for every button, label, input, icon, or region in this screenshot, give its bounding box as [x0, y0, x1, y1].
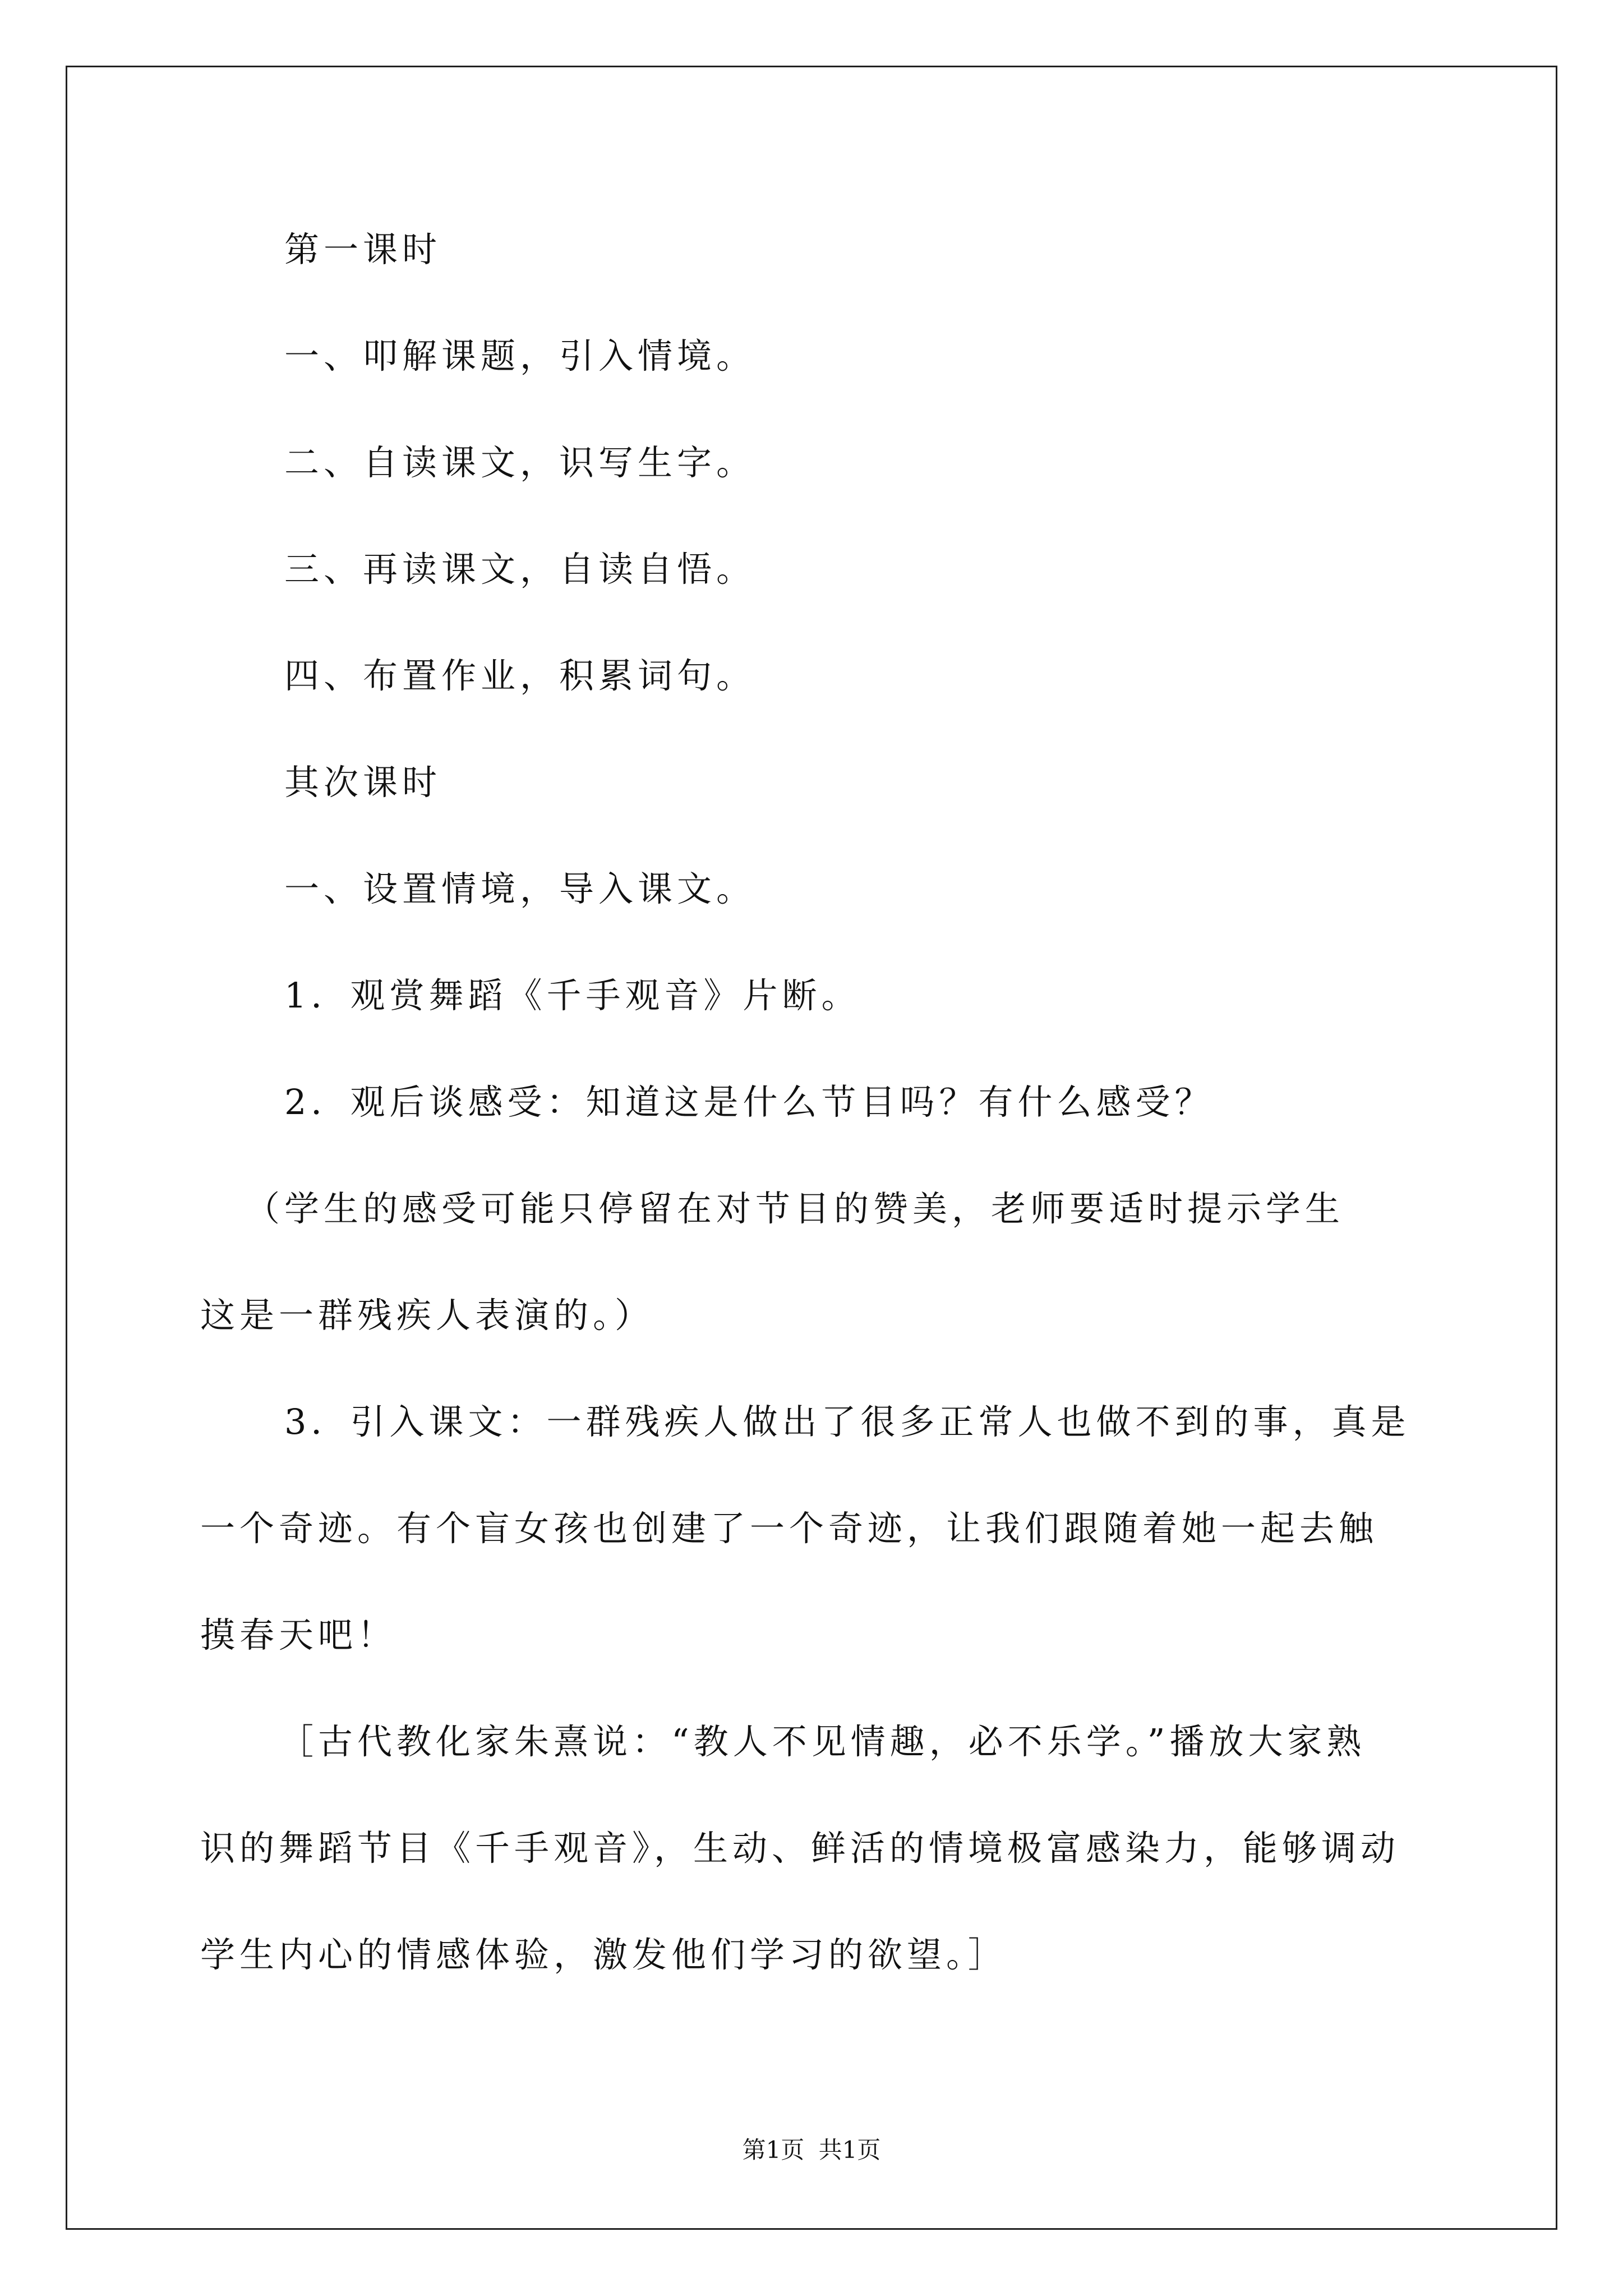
paragraph: ［古代教化家朱熹说：“教人不见情趣，必不乐学。”播放大家熟	[279, 1721, 1366, 1762]
paragraph: 一、设置情境，导入课文。	[284, 868, 756, 909]
page-footer	[0, 2134, 1623, 2166]
paragraph: 2．观后谈感受：知道这是什么节目吗？有什么感受？	[284, 1082, 1214, 1122]
heading-lesson-2: 其次课时	[284, 762, 442, 803]
paragraph: 二、自读课文，识写生字。	[284, 442, 756, 483]
paragraph: 3．引入课文：一群残疾人做出了很多正常人也做不到的事，真是	[284, 1401, 1410, 1442]
paragraph-continued: 学生内心的情感体验，激发他们学习的欲望。］	[200, 1934, 1008, 1975]
page-total: 共1页	[818, 2136, 881, 2164]
page-border	[66, 66, 1557, 2230]
page-number: 第1页	[742, 2136, 805, 2164]
paragraph-continued: 摸春天吧！	[200, 1614, 397, 1655]
paragraph: 四、布置作业，积累词句。	[284, 655, 756, 696]
paragraph: 一、叩解课题，引入情境。	[284, 335, 756, 376]
paragraph-continued: 一个奇迹。有个盲女孩也创建了一个奇迹，让我们跟随着她一起去触	[200, 1508, 1378, 1549]
paragraph: （学生的感受可能只停留在对节目的赞美，老师要适时提示学生	[245, 1188, 1345, 1229]
paragraph: 三、再读课文，自读自悟。	[284, 549, 756, 590]
heading-lesson-1: 第一课时	[284, 229, 442, 270]
paragraph-continued: 这是一群残疾人表演的。）	[200, 1295, 654, 1336]
paragraph-continued: 识的舞蹈节目《千手观音》，生动、鲜活的情境极富感染力，能够调动	[200, 1828, 1400, 1869]
paragraph: 1．观赏舞蹈《千手观音》片断。	[284, 975, 861, 1016]
